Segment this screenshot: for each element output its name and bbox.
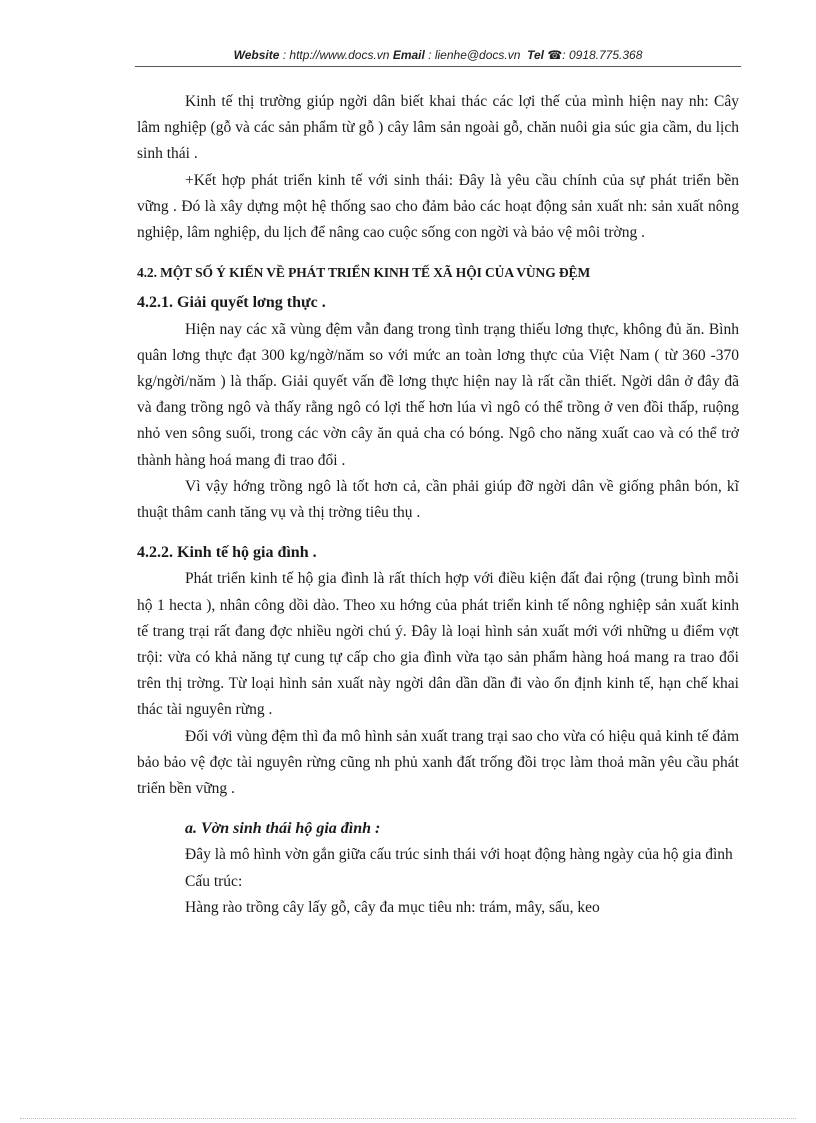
document-body: [137, 89, 739, 921]
paragraph: Cấu trúc:: [185, 872, 243, 890]
section-heading: 4.2. MỘT SỐ Ý KIẾN VỀ PHÁT TRIỂN KINH TẾ XÃ HỘI CỦA VÙNG ĐỆM: [137, 265, 591, 281]
email-label: Email: [392, 48, 425, 62]
paragraph: +Kết hợp phát triển kinh tế với sinh thái: Đây là yêu cầu chính của sự phát triển bền vững . Đó là xây dựng một hệ thống sao cho đảm bảo các hoạt động sản xuất nh: sản xuất nông nghiệp, lâm nghiệp, du lịch để nâng cao cuộc sống con ngời và bảo vệ môi trờng .: [137, 171, 739, 242]
phone-icon: ☎: [547, 48, 563, 62]
footer-divider: [20, 1118, 796, 1119]
paragraph: Đối với vùng đệm thì đa mô hình sản xuất trang trại sao cho vừa có hiệu quả kinh tế đảm bảo bảo vệ đợc tài nguyên rừng cũng nh phủ xanh đất trống đồi trọc làm thoả mãn yêu cầu phát triển bền vững .: [137, 727, 739, 798]
paragraph: Hiện nay các xã vùng đệm vẫn đang trong tình trạng thiếu lơng thực, không đủ ăn. Bình quân lơng thực đạt 300 kg/ngờ/năm so với mức an toàn lơng thực của Việt Nam ( từ 360 -370 kg/ngời/năm ) là thấp. Giải quyết vấn đề lơng thực hiện nay là rất cần thiết. Ngời dân ở đây đã và đang trồng ngô và thấy rằng ngô có lợi thế hơn lúa vì ngô có thể trồng ở ven đồi thấp, ruộng nhỏ ven sông suối, trong các vờn cây ăn quả cha có bóng. Ngô cho năng xuất cao và có thể trở thành hàng hoá mang đi trao đổi .: [137, 320, 739, 469]
paragraph: Đây là mô hình vờn gắn giữa cấu trúc sinh thái với hoạt động hàng ngày của hộ gia đình: [185, 846, 733, 864]
website-link[interactable]: http://www.docs.vn: [289, 48, 390, 62]
page-header: Website : http://www.docs.vn Email : lienhe@docs.vn Tel ☎: 0918.775.368: [233, 48, 643, 62]
paragraph: Vì vậy hớng trồng ngô là tốt hơn cả, cần phải giúp đỡ ngời dân về giống phân bón, kĩ thuật thâm canh tăng vụ và thị trờng tiêu thụ .: [137, 477, 739, 522]
header-divider: [135, 66, 741, 67]
paragraph: Kinh tế thị trường giúp ngời dân biết khai thác các lợi thế của mình hiện nay nh: Cây lâm nghiệp (gỗ và các sản phẩm từ gỗ ) cây lâm sản ngoài gỗ, chăn nuôi gia súc gia cầm, du lịch sinh thái .: [137, 93, 739, 163]
paragraph: Phát triển kinh tế hộ gia đình là rất thích hợp với điều kiện đất đai rộng (trung bình mỗi hộ 1 hecta ), nhân công dồi dào. Theo xu hớng của phát triển kinh tế nông nghiệp sản xuất kinh tế trang trại rất đang đợc nhiều ngời chú ý. Đây là loại hình sản xuất mới với những u điểm vợt trội: vừa có khả năng tự cung tự cấp cho gia đình vừa tạo sản phẩm hàng hoá mang ra trao đổi trên thị trờng. Từ loại hình sản xuất này ngời dân dần dần đi vào ổn định kinh tế, hạn chế khai thác tài nguyên rừng .: [137, 570, 739, 719]
tel-label: Tel: [527, 48, 544, 62]
website-label: Website: [233, 48, 280, 62]
subsection-heading: 4.2.2. Kinh tế hộ gia đình .: [137, 544, 317, 562]
subsubsection-heading: a. Vờn sinh thái hộ gia đình :: [185, 820, 381, 838]
tel-value: : 0918.775.368: [562, 48, 643, 62]
paragraph: Hàng rào trồng cây lấy gỗ, cây đa mục tiêu nh: trám, mây, sấu, keo: [185, 898, 600, 916]
email-link[interactable]: lienhe@docs.vn: [434, 48, 521, 62]
subsection-heading: 4.2.1. Giải quyết lơng thực .: [137, 294, 326, 312]
